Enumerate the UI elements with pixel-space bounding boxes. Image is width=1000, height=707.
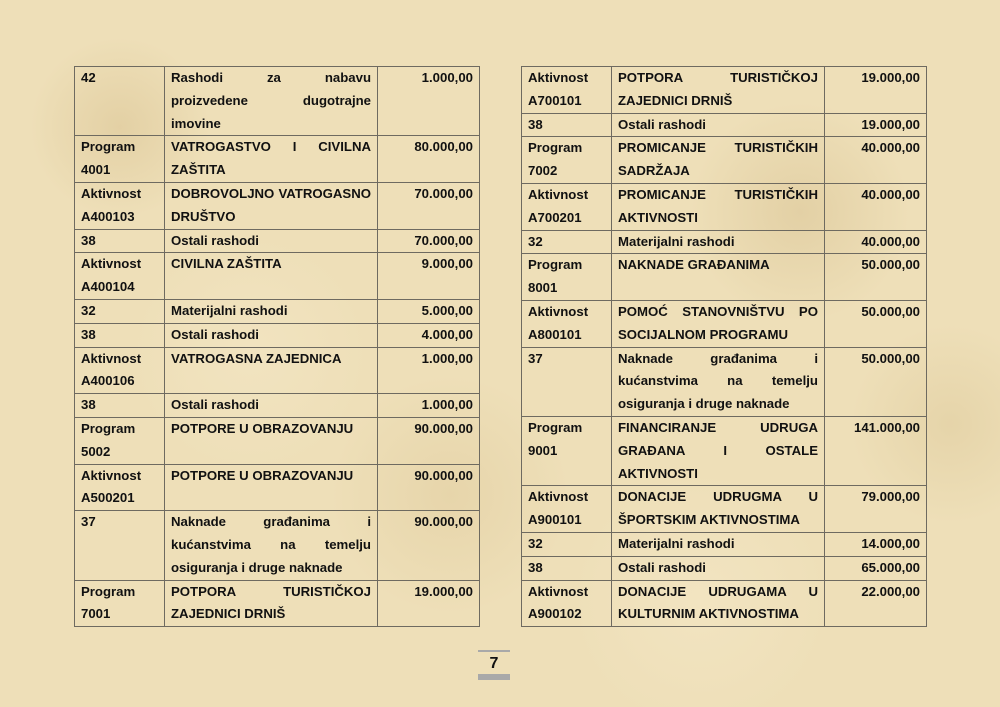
amount-cell: 50.000,00 <box>825 347 927 416</box>
amount-cell: 40.000,00 <box>825 230 927 254</box>
account-code-number: A700201 <box>528 209 582 225</box>
account-code-cell <box>75 136 165 183</box>
table-row <box>522 300 927 347</box>
description-cell: DONACIJE UDRUGAMA U KULTURNIM AKTIVNOSTIMA <box>612 580 825 627</box>
account-code-cell <box>75 464 165 511</box>
table-row <box>522 137 927 184</box>
amount-cell: 5.000,00 <box>378 299 480 323</box>
account-code-cell <box>75 253 165 300</box>
account-code-type: Aktivnost <box>81 256 142 272</box>
table-row <box>75 417 480 464</box>
description-cell: PROMICANJE TURISTIČKIH SADRŽAJA <box>612 137 825 184</box>
account-code-number: A400103 <box>81 208 135 224</box>
account-code-cell <box>75 511 165 580</box>
table-row <box>75 511 480 580</box>
account-code-cell <box>522 67 612 114</box>
account-code-number: 5002 <box>81 443 111 459</box>
table-row <box>522 113 927 137</box>
description-cell: POTPORE U OBRAZOVANJU <box>165 464 378 511</box>
table-row <box>75 229 480 253</box>
account-code-cell <box>75 347 165 394</box>
amount-cell: 70.000,00 <box>378 182 480 229</box>
account-code-cell <box>522 532 612 556</box>
amount-cell: 90.000,00 <box>378 511 480 580</box>
description-cell: Materijalni rashodi <box>612 532 825 556</box>
description-cell: Rashodi za nabavu proizvedene dugotrajne imovine <box>165 67 378 136</box>
account-code-cell <box>75 299 165 323</box>
account-code-type: Aktivnost <box>81 350 142 366</box>
description-cell: VATROGASTVO I CIVILNA ZAŠTITA <box>165 136 378 183</box>
description-cell: Materijalni rashodi <box>612 230 825 254</box>
account-code-cell <box>522 183 612 230</box>
account-code-number: A800101 <box>528 326 582 342</box>
account-code-cell <box>522 556 612 580</box>
description-cell: FINANCIRANJE UDRUGA GRAĐANA I OSTALE AKTIVNOSTI <box>612 416 825 485</box>
description-cell: DONACIJE UDRUGMA U ŠPORTSKIM AKTIVNOSTIMA <box>612 486 825 533</box>
amount-cell: 80.000,00 <box>378 136 480 183</box>
account-code-type: Aktivnost <box>528 186 589 202</box>
amount-cell: 4.000,00 <box>378 323 480 347</box>
account-code-type: 37 <box>528 350 543 366</box>
account-code-cell <box>522 300 612 347</box>
account-code-type: Program <box>528 257 583 273</box>
table-row <box>75 253 480 300</box>
account-code-cell <box>522 580 612 627</box>
account-code-cell <box>75 182 165 229</box>
table-row <box>522 416 927 485</box>
description-cell: Ostali rashodi <box>165 394 378 418</box>
amount-cell: 90.000,00 <box>378 464 480 511</box>
account-code-type: Program <box>81 139 136 155</box>
account-code-number: A500201 <box>81 490 135 506</box>
table-row <box>75 299 480 323</box>
account-code-type: Aktivnost <box>528 489 589 505</box>
account-code-cell <box>75 394 165 418</box>
account-code-number: A900102 <box>528 606 582 622</box>
amount-cell: 19.000,00 <box>825 67 927 114</box>
account-code-cell <box>522 230 612 254</box>
account-code-type: 38 <box>81 232 96 248</box>
description-cell: Materijalni rashodi <box>165 299 378 323</box>
account-code-type: 37 <box>81 514 96 530</box>
account-code-cell <box>522 486 612 533</box>
account-code-number: A900101 <box>528 512 582 528</box>
table-row <box>522 254 927 301</box>
account-code-type: Program <box>81 420 136 436</box>
table-row <box>522 67 927 114</box>
account-code-type: 32 <box>528 233 543 249</box>
amount-cell: 22.000,00 <box>825 580 927 627</box>
account-code-type: 38 <box>81 326 96 342</box>
table-row <box>75 464 480 511</box>
description-cell: Ostali rashodi <box>165 229 378 253</box>
account-code-number: 9001 <box>528 442 558 458</box>
table-row <box>522 556 927 580</box>
amount-cell: 9.000,00 <box>378 253 480 300</box>
account-code-type: 38 <box>528 116 543 132</box>
table-row <box>75 67 480 136</box>
account-code-cell <box>522 113 612 137</box>
table-row <box>522 486 927 533</box>
account-code-number: A700101 <box>528 92 582 108</box>
table-row <box>522 347 927 416</box>
account-code-type: Program <box>81 583 136 599</box>
table-row <box>75 394 480 418</box>
budget-table-left <box>74 66 480 627</box>
amount-cell: 19.000,00 <box>378 580 480 627</box>
description-cell: DOBROVOLJNO VATROGASNO DRUŠTVO <box>165 182 378 229</box>
table-row <box>75 323 480 347</box>
table-row <box>522 183 927 230</box>
account-code-number: 7002 <box>528 163 558 179</box>
table-row <box>75 580 480 627</box>
account-code-number: A400104 <box>81 279 135 295</box>
account-code-number: 4001 <box>81 162 111 178</box>
account-code-cell <box>75 323 165 347</box>
account-code-type: Aktivnost <box>528 70 589 85</box>
account-code-cell <box>75 580 165 627</box>
account-code-cell <box>522 416 612 485</box>
account-code-cell <box>522 254 612 301</box>
amount-cell: 1.000,00 <box>378 394 480 418</box>
account-code-type: 32 <box>528 535 543 551</box>
budget-table-right <box>521 66 927 627</box>
amount-cell: 65.000,00 <box>825 556 927 580</box>
amount-cell: 1.000,00 <box>378 347 480 394</box>
amount-cell: 14.000,00 <box>825 532 927 556</box>
account-code-type: Aktivnost <box>528 303 589 319</box>
account-code-number: 8001 <box>528 280 558 296</box>
account-code-number: 7001 <box>81 606 111 622</box>
description-cell: PROMICANJE TURISTIČKIH AKTIVNOSTI <box>612 183 825 230</box>
account-code-cell <box>522 137 612 184</box>
account-code-type: Aktivnost <box>528 583 589 599</box>
amount-cell: 90.000,00 <box>378 417 480 464</box>
table-row <box>75 347 480 394</box>
description-cell: POTPORE U OBRAZOVANJU <box>165 417 378 464</box>
amount-cell: 1.000,00 <box>378 67 480 136</box>
description-cell: Ostali rashodi <box>165 323 378 347</box>
description-cell: NAKNADE GRAĐANIMA <box>612 254 825 301</box>
amount-cell: 70.000,00 <box>378 229 480 253</box>
amount-cell: 40.000,00 <box>825 183 927 230</box>
account-code-cell <box>522 347 612 416</box>
page-number-underline <box>478 674 510 680</box>
amount-cell: 50.000,00 <box>825 254 927 301</box>
description-cell: POTPORA TURISTIČKOJ ZAJEDNICI DRNIŠ <box>165 580 378 627</box>
description-cell: POTPORA TURISTIČKOJ ZAJEDNICI DRNIŠ <box>612 67 825 114</box>
table-row <box>522 532 927 556</box>
amount-cell: 40.000,00 <box>825 137 927 184</box>
account-code-type: 42 <box>81 70 96 85</box>
table-row <box>75 136 480 183</box>
amount-cell: 19.000,00 <box>825 113 927 137</box>
description-cell: POMOĆ STANOVNIŠTVU PO SOCIJALNOM PROGRAMU <box>612 300 825 347</box>
account-code-type: 38 <box>528 559 543 575</box>
account-code-number: A400106 <box>81 373 135 389</box>
amount-cell: 141.000,00 <box>825 416 927 485</box>
description-cell: CIVILNA ZAŠTITA <box>165 253 378 300</box>
amount-cell: 79.000,00 <box>825 486 927 533</box>
account-code-cell <box>75 229 165 253</box>
description-cell: Naknade građanima i kućanstvima na temelju osiguranja i druge naknade <box>165 511 378 580</box>
account-code-type: Program <box>528 419 583 435</box>
account-code-type: Aktivnost <box>81 185 142 201</box>
account-code-type: 32 <box>81 302 96 318</box>
description-cell: VATROGASNA ZAJEDNICA <box>165 347 378 394</box>
account-code-type: 38 <box>81 397 96 413</box>
table-row <box>75 182 480 229</box>
table-row <box>522 580 927 627</box>
table-row <box>522 230 927 254</box>
account-code-cell <box>75 67 165 136</box>
description-cell: Naknade građanima i kućanstvima na temelju osiguranja i druge naknade <box>612 347 825 416</box>
description-cell: Ostali rashodi <box>612 113 825 137</box>
account-code-cell <box>75 417 165 464</box>
account-code-type: Program <box>528 140 583 156</box>
account-code-type: Aktivnost <box>81 467 142 483</box>
amount-cell: 50.000,00 <box>825 300 927 347</box>
page-number: 7 <box>478 650 510 678</box>
description-cell: Ostali rashodi <box>612 556 825 580</box>
